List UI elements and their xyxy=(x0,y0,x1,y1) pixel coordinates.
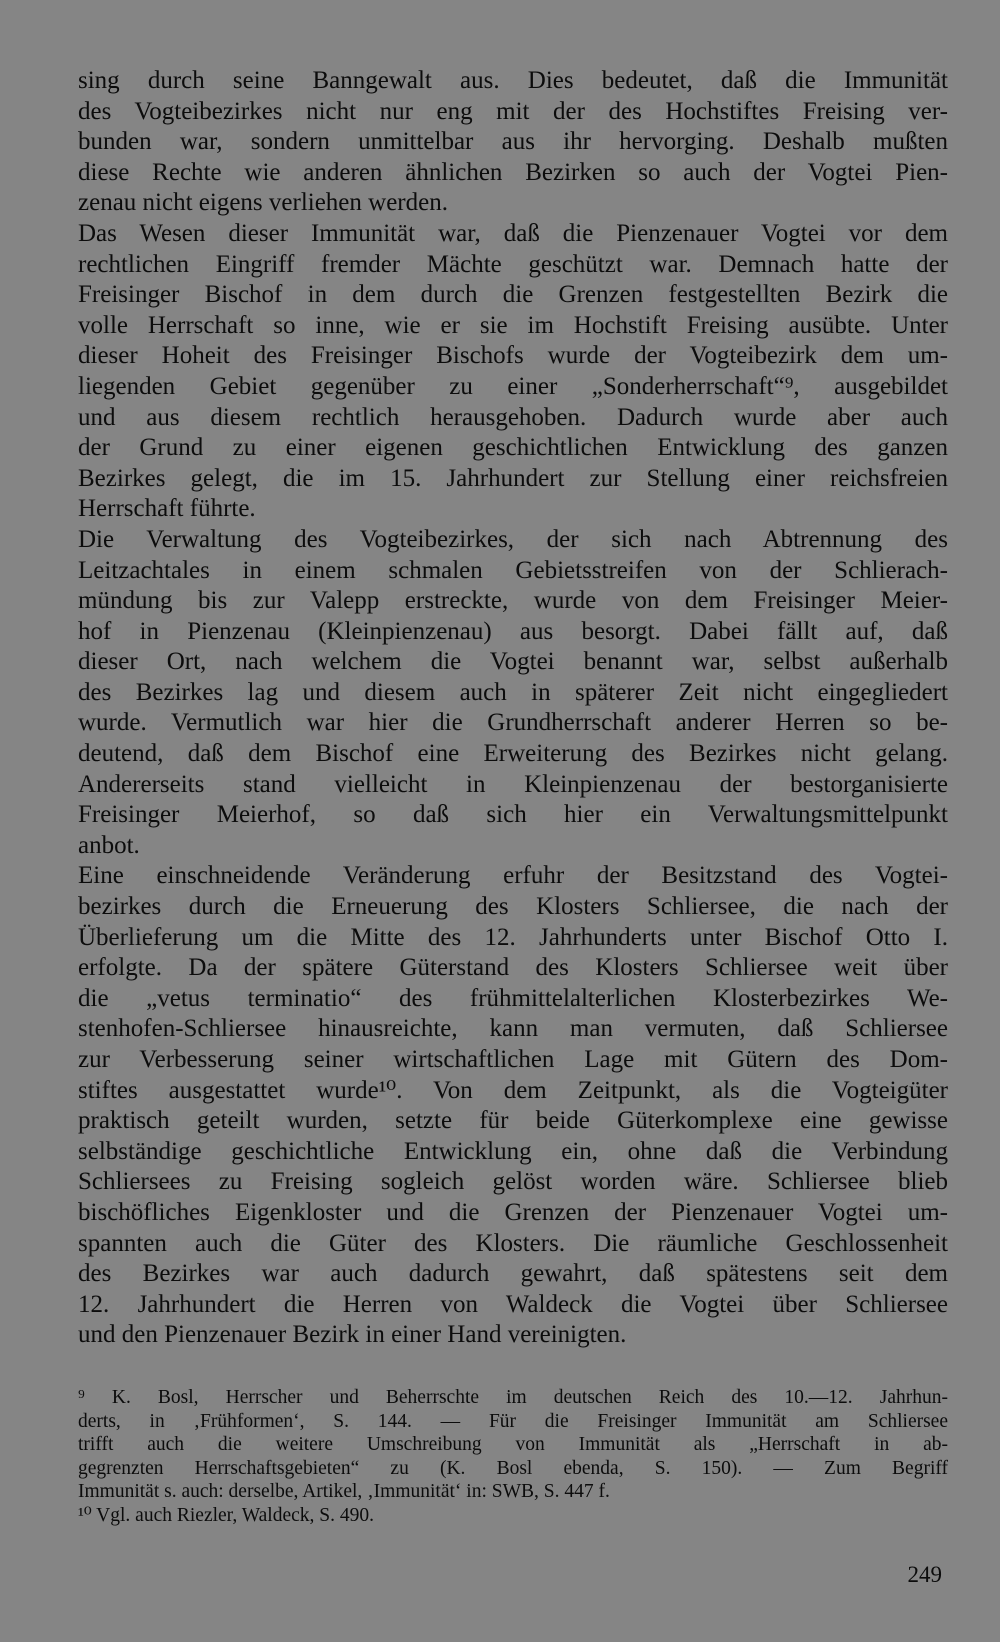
footnote-line: ¹⁰ Vgl. auch Riezler, Waldeck, S. 490. xyxy=(78,1504,374,1526)
text-line: die „vetus terminatio“ des frühmittelalterlichen Klosterbezirkes We- xyxy=(78,984,948,1012)
footnote-line: ⁹ K. Bosl, Herrscher und Beherrschte im deutschen Reich des 10.—12. Jahrhun- xyxy=(78,1387,948,1408)
text-line: Freisinger Bischof in dem durch die Grenzen festgestellten Bezirk die xyxy=(78,281,948,309)
page-number: 249 xyxy=(907,1562,942,1587)
text-line: zur Verbesserung seiner wirtschaftlichen Lage mit Gütern des Dom- xyxy=(78,1046,948,1073)
text-line: volle Herrschaft so inne, wie er sie im Hochstift Freising ausübte. Unter xyxy=(78,311,948,339)
text-line: zenau nicht eigens verliehen werden. xyxy=(78,189,448,217)
footnote-line: gegrenzten Herrschaftsgebieten“ zu (K. Bosl ebenda, S. 150). — Zum Begriff xyxy=(78,1457,948,1479)
text-line: des Vogteibezirkes nicht nur eng mit der des Hochstiftes Freising ver- xyxy=(78,97,948,125)
footnote-line: derts, in ‚Frühformen‘, S. 144. — Für die Freisinger Immunität am Schliersee xyxy=(78,1410,948,1432)
text-line: Das Wesen dieser Immunität war, daß die Pienzenauer Vogtei vor dem xyxy=(78,219,948,247)
text-line: mündung bis zur Valepp erstreckte, wurde von dem Freisinger Meier- xyxy=(78,587,948,615)
text-line: selbständige geschichtliche Entwicklung ein, ohne daß die Verbindung xyxy=(78,1137,948,1165)
text-line: des Bezirkes war auch dadurch gewahrt, daß spätestens seit dem xyxy=(78,1260,948,1288)
text-line: bischöfliches Eigenkloster und die Grenzen der Pienzenauer Vogtei um- xyxy=(78,1198,948,1226)
main-text xyxy=(78,66,948,1351)
text-line: Freisinger Meierhof, so daß sich hier ein Verwaltungsmittelpunkt xyxy=(78,801,948,829)
footnote-line: Immunität s. auch: derselbe, Artikel, ‚Immunität‘ in: SWB, S. 447 f. xyxy=(78,1481,610,1503)
text-line: und den Pienzenauer Bezirk in einer Hand vereinigten. xyxy=(78,1321,627,1349)
text-line: Andererseits stand vielleicht in Kleinpienzenau der bestorganisierte xyxy=(78,770,948,798)
text-line: der Grund zu einer eigenen geschichtlichen Entwicklung des ganzen xyxy=(78,434,948,462)
text-line: bunden war, sondern unmittelbar aus ihr hervorging. Deshalb mußten xyxy=(78,128,948,156)
text-line: Überlieferung um die Mitte des 12. Jahrhunderts unter Bischof Otto I. xyxy=(78,923,948,951)
text-line: sing durch seine Banngewalt aus. Dies bedeutet, daß die Immunität xyxy=(78,67,948,94)
text-line: dieser Ort, nach welchem die Vogtei benannt war, selbst außerhalb xyxy=(78,648,948,676)
text-line: und aus diesem rechtlich herausgehoben. Dadurch wurde aber auch xyxy=(78,403,948,431)
text-line: des Bezirkes lag und diesem auch in späterer Zeit nicht eingegliedert xyxy=(78,678,948,706)
text-line: Herrschaft führte. xyxy=(78,495,256,523)
text-line: stenhofen-Schliersee hinausreichte, kann man vermuten, daß Schliersee xyxy=(78,1015,948,1043)
text-line: 12. Jahrhundert die Herren von Waldeck die Vogtei über Schliersee xyxy=(78,1290,948,1318)
footnotes xyxy=(78,1386,948,1528)
text-line: Schliersees zu Freising sogleich gelöst worden wäre. Schliersee blieb xyxy=(78,1168,948,1196)
text-line: Leitzachtales in einem schmalen Gebietsstreifen von der Schlierach- xyxy=(78,556,948,584)
text-line: Bezirkes gelegt, die im 15. Jahrhundert zur Stellung einer reichsfreien xyxy=(78,464,948,492)
text-line: anbot. xyxy=(78,831,140,859)
text-line: deutend, daß dem Bischof eine Erweiterung des Bezirkes nicht gelang. xyxy=(78,740,948,768)
text-line: bezirkes durch die Erneuerung des Klosters Schliersee, die nach der xyxy=(78,893,948,921)
text-line: Die Verwaltung des Vogteibezirkes, der sich nach Abtrennung des xyxy=(78,525,948,553)
text-line: wurde. Vermutlich war hier die Grundherrschaft anderer Herren so be- xyxy=(78,709,948,737)
footnote-line: trifft auch die weitere Umschreibung von Immunität als „Herrschaft in ab- xyxy=(78,1434,948,1456)
text-line: spannten auch die Güter des Klosters. Die räumliche Geschlossenheit xyxy=(78,1229,948,1257)
text-line: dieser Hoheit des Freisinger Bischofs wurde der Vogteibezirk dem um- xyxy=(78,342,948,370)
text-line: liegenden Gebiet gegenüber zu einer „Sonderherrschaft“⁹, ausgebildet xyxy=(78,372,948,400)
text-line: Eine einschneidende Veränderung erfuhr der Besitzstand des Vogtei- xyxy=(78,862,948,890)
text-line: praktisch geteilt wurden, setzte für beide Güterkomplexe eine gewisse xyxy=(78,1107,948,1135)
text-line: hof in Pienzenau (Kleinpienzenau) aus besorgt. Dabei fällt auf, daß xyxy=(78,617,948,645)
text-line: rechtlichen Eingriff fremder Mächte geschützt war. Demnach hatte der xyxy=(78,250,948,278)
text-line: stiftes ausgestattet wurde¹⁰. Von dem Zeitpunkt, als die Vogteigüter xyxy=(78,1076,948,1104)
text-line: erfolgte. Da der spätere Güterstand des Klosters Schliersee weit über xyxy=(78,954,948,982)
text-line: diese Rechte wie anderen ähnlichen Bezirken so auch der Vogtei Pien- xyxy=(78,158,948,186)
